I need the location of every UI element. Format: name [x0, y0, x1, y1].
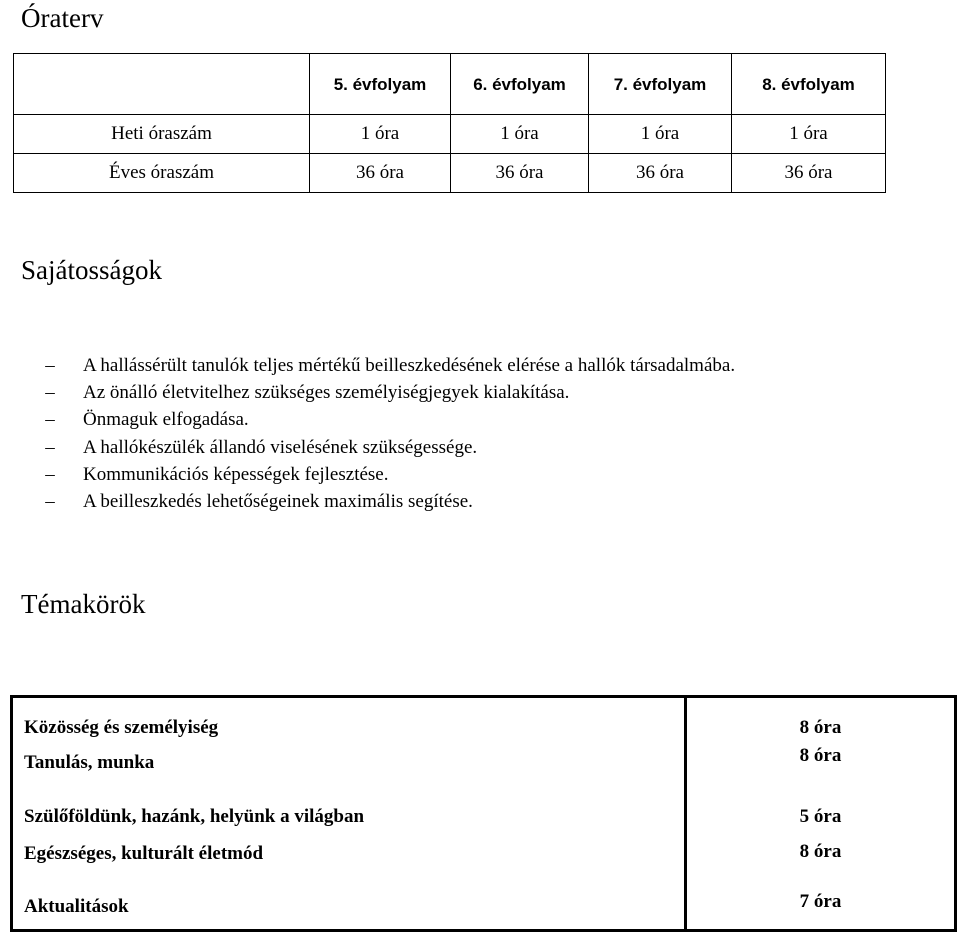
dash-bullet: –: [45, 409, 55, 431]
list-item-text: Kommunikációs képességek fejlesztése.: [83, 463, 389, 485]
row-label: Éves óraszám: [14, 154, 310, 193]
sajatossagok-heading: Sajátosságok: [21, 255, 162, 285]
table-cell: 1 óra: [589, 115, 732, 154]
list-item: [40, 352, 735, 379]
topic-name: Aktualitások: [12, 872, 686, 931]
list-item-text: A hallókészülék állandó viselésének szükségessége.: [83, 436, 478, 458]
table-row: [12, 872, 956, 931]
topic-name: Szülőföldünk, hazánk, helyünk a világban: [12, 786, 686, 832]
list-item: [40, 434, 735, 461]
list-item: [40, 488, 735, 515]
list-item-text: Az önálló életvitelhez szükséges személyiségjegyek kialakítása.: [83, 382, 570, 404]
table-row: [12, 697, 956, 741]
topic-hours: 7 óra: [686, 872, 956, 931]
list-item: [40, 406, 735, 433]
column-header: 7. évfolyam: [589, 54, 732, 115]
list-item-text: A beilleszkedés lehetőségeinek maximális segítése.: [83, 491, 473, 513]
table-row: [12, 786, 956, 832]
topic-hours: 8 óra: [686, 697, 956, 741]
table-row: [12, 741, 956, 786]
lesson-plan-table: [13, 53, 886, 193]
dash-bullet: –: [45, 382, 55, 404]
table-cell: 1 óra: [732, 115, 886, 154]
topic-hours: 8 óra: [686, 741, 956, 786]
table-cell: 1 óra: [310, 115, 451, 154]
topic-name: Közösség és személyiség: [12, 697, 686, 741]
dash-bullet: –: [45, 491, 55, 513]
topic-hours: 5 óra: [686, 786, 956, 832]
table-cell: 36 óra: [451, 154, 589, 193]
table-cell: 36 óra: [310, 154, 451, 193]
oraterv-heading: Óraterv: [21, 3, 104, 33]
dash-bullet: –: [45, 355, 55, 376]
topic-name: Egészséges, kulturált életmód: [12, 832, 686, 872]
dash-bullet: –: [45, 436, 55, 458]
list-item: [40, 461, 735, 488]
column-header: 5. évfolyam: [310, 54, 451, 115]
features-list: [40, 352, 735, 515]
column-header: 8. évfolyam: [732, 54, 886, 115]
topic-hours: 8 óra: [686, 832, 956, 872]
column-header: [14, 54, 310, 115]
table-row: [14, 115, 886, 154]
temakorok-heading: Témakörök: [21, 589, 146, 619]
column-header: 6. évfolyam: [451, 54, 589, 115]
list-item-text: A hallássérült tanulók teljes mértékű beilleszkedésének elérése a hallók társadalmába.: [83, 355, 736, 376]
table-cell: 36 óra: [732, 154, 886, 193]
table-row: [14, 154, 886, 193]
table-cell: 36 óra: [589, 154, 732, 193]
row-label: Heti óraszám: [14, 115, 310, 154]
table-header-row: [14, 54, 886, 115]
table-row: [12, 832, 956, 872]
list-item-text: Önmaguk elfogadása.: [83, 409, 249, 431]
topic-name: Tanulás, munka: [12, 741, 686, 786]
dash-bullet: –: [45, 463, 55, 485]
table-cell: 1 óra: [451, 115, 589, 154]
list-item: [40, 379, 735, 406]
topics-table: [10, 695, 957, 932]
